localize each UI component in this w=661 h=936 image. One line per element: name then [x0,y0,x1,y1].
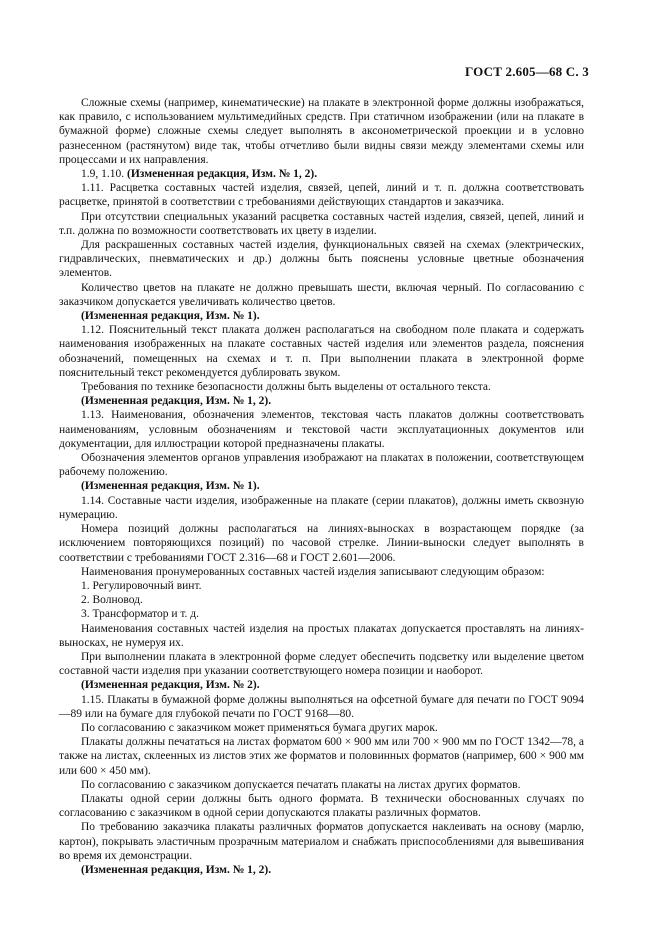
paragraph: При отсутствии специальных указаний расцветка составных частей изделия, связей, цепей, линий и т.п. должна по возможности соответствовать их цвету в изделии. [59,210,584,237]
clause-number: 1.9, 1.10. [81,168,125,181]
paragraph: Сложные схемы (например, кинематические) на плакате в электронной форме должны изображаться, как правило, с использованием мультимедийных средств. При статичном изображении (или на плакате в бумажной форме) сложные схемы следует выполнять в аксонометрической проекции и в условно разнесенном (растянутом) виде так, чтобы отчетливо были видны связи между элементами схемы или процессами и их направления. [59,97,584,166]
amendment-note [59,863,584,877]
paragraph: Плакаты одной серии должны быть одного формата. В технически обоснованных случаях по согласованию с заказчиком в одной серии допускаются плакаты различных форматов. [59,792,584,820]
list-item: 2. Волновод. [81,594,143,607]
amendment-note [59,678,584,692]
paragraph: 1.11. Расцветка составных частей изделия, связей, цепей, линий и т. п. должна соответствовать расцветке, принятой в соответствии с требованиями действующих стандартов и заказчика. [59,182,584,209]
amendment-note-text: (Измененная редакция, Изм. № 1, 2). [81,863,272,876]
paragraph: Количество цветов на плакате не должно превышать шести, включая черный. По согласованию с заказчиком допускается увеличивать количество цветов. [59,281,584,308]
list-item: 1. Регулировочный винт. [81,579,202,592]
paragraph: Обозначения элементов органов управления изображают на плакатах в положении, соответствующем рабочему положению. [59,452,584,479]
paragraph: Требования по технике безопасности должны быть выделены от остального текста. [81,381,491,394]
amendment-note-text: (Измененная редакция, Изм. № 2). [81,679,260,692]
paragraph: Плакаты должны печататься на листах форматом 600 × 900 мм или 700 × 900 мм по ГОСТ 1342—78, а также на листах, склеенных из листов этих же форматов и половинных форматов (например, 600 × 900 мм или 600 × 450 мм). [59,736,584,777]
paragraph: По согласованию с заказчиком может применяться бумага других марок. [81,721,438,734]
page-header: ГОСТ 2.605—68 С. 3 [464,64,589,79]
amendment-note [59,479,584,493]
amendment-note-text: (Измененная редакция, Изм. № 1). [81,310,260,323]
amendment-note: (Измененная редакция, Изм. № 1, 2). [127,168,318,181]
amendment-note [59,394,584,408]
paragraph: По согласованию с заказчиком допускается печатать плакаты на листах других форматов. [81,778,521,791]
paragraph: Для раскрашенных составных частей изделия, функциональных связей на схемах (электрических, гидравлических, пневматических и др.) должны быть пояснены условные цветные обозначения элементов. [59,239,584,280]
amendment-note [59,309,584,323]
paragraph: Наименования составных частей изделия на простых плакатах допускается проставлять на линиях-выносках, не нумеруя их. [59,622,584,649]
paragraph: При выполнении плаката в электронной форме следует обеспечить подсветку или выделение цветом составной части изделия при указании соответствующего номера позиции и наоборот. [59,650,584,678]
paragraph: Наименования пронумерованных составных частей изделия записывают следующим образом: [81,565,545,578]
paragraph: 1.12. Пояснительный текст плаката должен располагаться на свободном поле плаката и содержать наименования изображенных на плакате составных частей изделия или элементов раздела, пояснения обозначений, помещенных на схемах и т. п. При выполнении плаката в электронной форме пояснительный текст рекомендуется дублировать звуком. [59,324,584,379]
paragraph: 1.15. Плакаты в бумажной форме должны выполняться на офсетной бумаге для печати по ГОСТ 9094—89 или на бумаге для глубокой печати по ГОСТ 9168—80. [59,693,584,720]
document-body [59,96,584,877]
paragraph: 1.13. Наименования, обозначения элементов, текстовая часть плакатов должны соответствовать наименованиям, условным обозначениям и текстовой части эксплуатационных документов или документации, для иллюстрации которой предназначены плакаты. [59,409,584,450]
list-item: 3. Трансформатор и т. д. [81,608,200,621]
paragraph: По требованию заказчика плакаты различных форматов допускается наклеивать на основу (марлю, картон), покрывать эластичным прозрачным материалом и снабжать приспособлениями для вывешивания во время их демонстрации. [59,821,584,862]
paragraph: 1.14. Составные части изделия, изображенные на плакате (серии плакатов), должны иметь сквозную нумерацию. [59,494,584,521]
paragraph: Номера позиций должны располагаться на линиях-выносках в возрастающем порядке (за исключением повторяющихся позиций) по часовой стрелке. Линии-выноски следует выполнять в соответствии с требованиями ГОСТ 2.316—68 и ГОСТ 2.601—2006. [59,523,584,564]
amendment-note-text: (Измененная редакция, Изм. № 1, 2). [81,395,272,408]
paragraph-amendment [59,167,584,181]
amendment-note-text: (Измененная редакция, Изм. № 1). [81,480,260,493]
